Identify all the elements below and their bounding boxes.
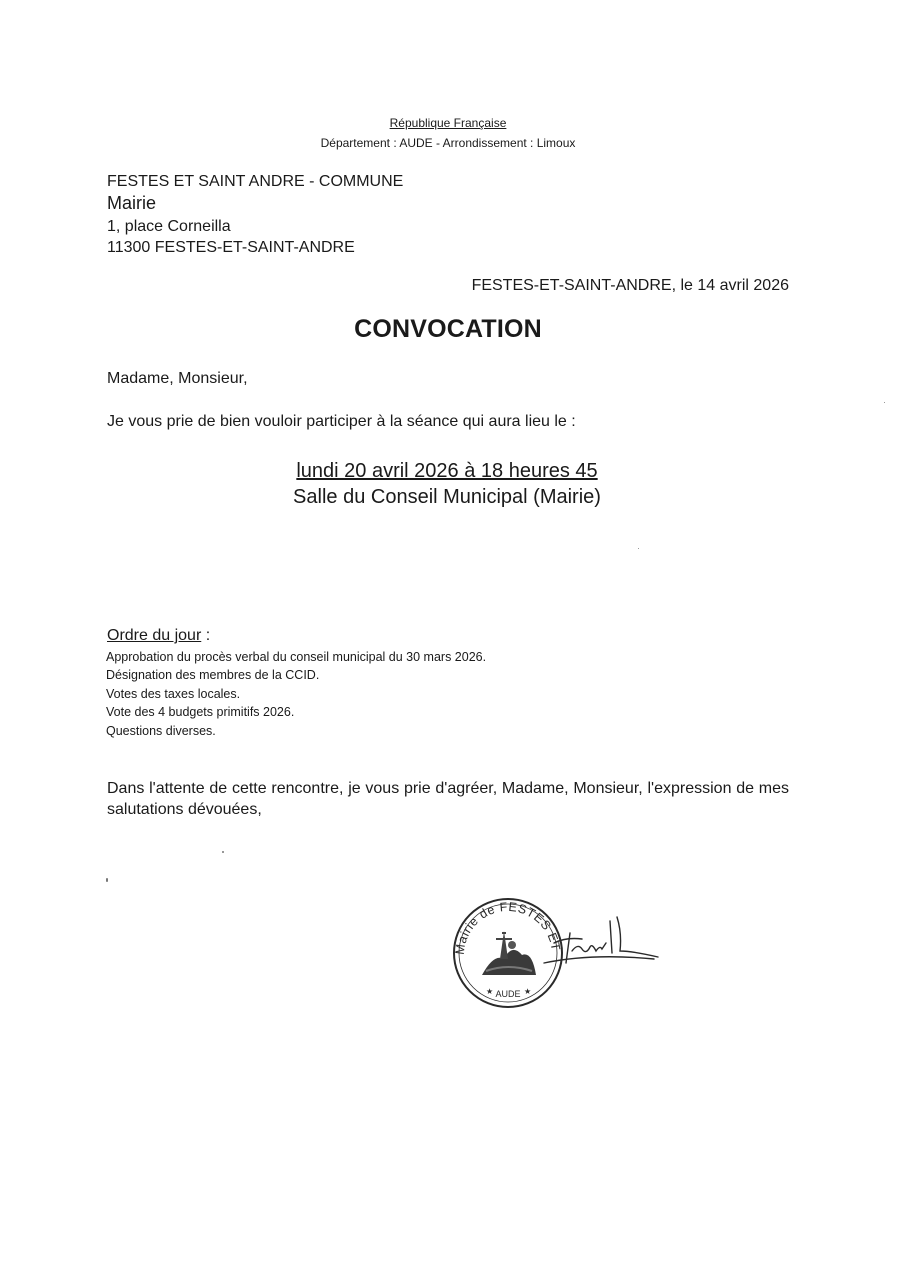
- sender-name: FESTES ET SAINT ANDRE - COMMUNE: [107, 173, 404, 190]
- seal-text: Mairie de FESTES ET: [452, 899, 563, 956]
- agenda-item: Désignation des membres de la CCID.: [106, 668, 320, 683]
- sender-street: 1, place Corneilla: [107, 218, 231, 235]
- svg-text:★: ★: [524, 987, 532, 996]
- agenda-item: Vote des 4 budgets primitifs 2026.: [106, 705, 295, 720]
- town-seal-icon: [442, 893, 672, 1013]
- agenda-heading-line: [107, 627, 210, 645]
- agenda-heading-colon: :: [201, 627, 211, 644]
- republique-header: République Française: [389, 116, 507, 130]
- invitation-text: Je vous prie de bien vouloir participer à la séance qui aura lieu le :: [107, 413, 576, 430]
- meeting-datetime: lundi 20 avril 2026 à 18 heures 45: [296, 460, 598, 482]
- agenda-item: Approbation du procès verbal du conseil municipal du 30 mars 2026.: [106, 650, 487, 664]
- seal-emblem-icon: [482, 931, 536, 975]
- departement-header: Département : AUDE - Arrondissement : Limoux: [320, 136, 576, 150]
- agenda-list: [106, 648, 486, 740]
- place-and-date: FESTES-ET-SAINT-ANDRE, le 14 avril 2026: [471, 277, 789, 294]
- svg-text:★: ★: [486, 987, 494, 996]
- scan-speck: [884, 402, 885, 403]
- sender-office: Mairie: [107, 193, 157, 213]
- scan-speck: [222, 851, 224, 853]
- agenda-heading: Ordre du jour: [107, 627, 202, 644]
- meeting-location: Salle du Conseil Municipal (Mairie): [293, 486, 601, 508]
- scan-speck: [638, 548, 639, 549]
- seal-bottom-text: AUDE: [495, 989, 521, 999]
- sender-city: 11300 FESTES-ET-SAINT-ANDRE: [107, 239, 355, 256]
- salutation: Madame, Monsieur,: [107, 370, 248, 387]
- agenda-item: Questions diverses.: [106, 723, 216, 738]
- seal-and-signature: [442, 893, 672, 1013]
- document-title: CONVOCATION: [354, 315, 542, 343]
- scan-speck: [106, 878, 108, 882]
- agenda-item: Votes des taxes locales.: [106, 686, 241, 701]
- closing-formula: Dans l'attente de cette rencontre, je vous prie d'agréer, Madame, Monsieur, l'expression de mes salutations dévouées,: [107, 780, 789, 818]
